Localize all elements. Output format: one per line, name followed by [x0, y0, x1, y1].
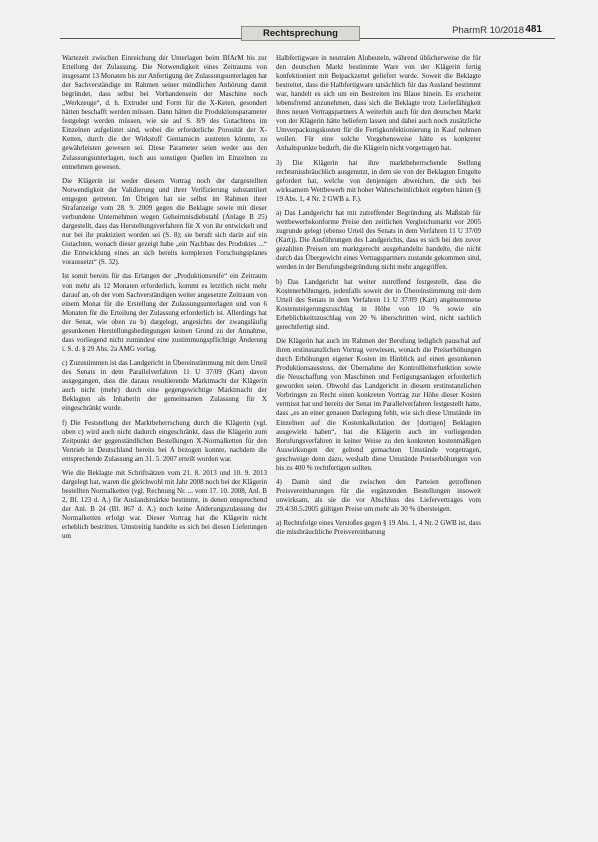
paragraph: a) Rechtsfolge eines Verstoßes gegen § 19 Abs. 1, 4 Nr. 2 GWB ist, dass die missbräuchliche Preisvereinbarung	[276, 519, 481, 537]
page-number: 481	[525, 24, 542, 35]
section-label: Rechtsprechung	[241, 26, 360, 41]
paragraph: Halbfertigware in neutralen Alubeuteln, während üblicherweise die für den deutschen Markt bestimmte Ware von der Klägerin fertig konfektioniert mit Beipackzettel geliefert wurde. Soweit die Beklagte bestreitet, dass die Halbfertigware tatsächlich für das Ausland bestimmt war, handelt es sich um ein Bestreiten ins Blaue hinein. Es erscheint lebensfremd anzunehmen, dass sich die Beklagte trotz Lieferfähigkeit ihres neuen Vertragspartners A weiterhin auch für den deutschen Markt von der Klägerin hätte beliefern lassen und dabei auch noch zusätzliche Umverpackungskosten für die Fertigkonfektionierung in Kauf nehmen wollen. Für eine solche Vorgehensweise hätte es konkreter Anhaltspunkte bedurft, die die Klägerin nicht vorgetragen hat.	[276, 54, 481, 153]
paragraph: b) Das Landgericht hat weiter zutreffend festgestellt, dass die Kostenerhöhungen, jedenfalls soweit der in Übereinstimmung mit dem Urteil des Senats in dem Verfahren 11 U 37/09 (Kart) angenommene Kostensteigerungszuschlag in Höhe von 10 % sowie ein Erheblichkeitszuschlag von 20 % überschritten wird, nicht sachlich gerechtfertigt sind.	[276, 277, 481, 331]
paragraph: 3) Die Klägerin hat ihre marktbeherrschende Stellung rechtsmissbräuchlich ausgenutzt, in dem sie von der Beklagten Entgelte gefordert hat, welche von denjenigen abweichen, die sich bei wirksamem Wettbewerb mit hoher Wahrscheinlichkeit ergeben hätten (§ 19 Abs. 1, 4 Nr. 2 GWB a. F.).	[276, 158, 481, 203]
paragraph: Wartezeit zwischen Einreichung der Unterlagen beim BfArM bis zur Erteilung der Zulassung. Die Notwendigkeit eines Zeitraums von insgesamt 13 Monaten bis zur Anfertigung der Zulassungsunterlagen hat der Sachverständige im Rahmen seiner mündlichen Anhörung damit begründet, dass selbst bei Vorhandensein der Maschine noch „Werkzeuge“, d. h. Extruder und Form für die X-Keten, gesondert hätten beschafft werden müssen. Dann hätten die Produktionsparameter festgelegt werden müssen, wie sie auf S. 8/9 des Gutachtens im Einzelnen aufgelistet sind, wobei die erforderliche Porosität der X-Ketten, durch die der Wirkstoff Gentamicin austreten könnte, zu gewährleisten gewesen sei. Diese Parameter seien weder aus den Zulassungsunterlagen, noch aus sonstigen Quellen im Einzelnen zu entnehmen gewesen.	[62, 54, 267, 171]
paragraph: c) Zuzustimmen ist das Landgericht in Übereinstimmung mit dem Urteil des Senats in dem Parallelverfahren 11 U 37/09 (Kart) davon ausgegangen, dass die daraus resultierende Marktmacht der Klägerin auch nicht (mehr) durch eine gegengewichtige Marktmacht der Beklagten als Inhaberin der gemeinsamen Zulassung für X eingeschränkt wurde.	[62, 359, 267, 413]
paragraph: Ist somit bereits für das Erlangen der „Produktionsreife“ ein Zeitraum von mehr als 12 Monaten erforderlich, kommt es letztlich nicht mehr darauf an, ob der vom Sachverständigen weiter angesetzte Zeitraum von einem Monat für die Erstellung der Zulassungsunterlagen und von 6 Monaten für die Erteilung der Zulassung erforderlich ist. Allerdings hat der Senat, wie oben zu b) dargelegt, angesichts der zwangsläufig gesunkenen Herstellungsbedingungen keinen Grund zu der Annahme, dass vorliegend nicht zumindest eine zustimmungspflichtige Änderung i. S. d. § 29 Abs. 2a AMG vorlag.	[62, 272, 267, 353]
left-column	[62, 54, 267, 547]
paragraph: Die Klägerin hat auch im Rahmen der Berufung lediglich pauschal auf ihren erstinstanzlichen Vortrag verwiesen, wonach die Preiserhöhungen durch Erhöhungen eigener Kosten im Hinblick auf einen gesunkenen Produktionsausstoss, der Übernahme der Kontrollleiterfunktion sowie die Neuschaffung von Maschinen und Fertigungsanlagen erforderlich geworden seien. Obwohl das Landgericht in diesem erstinstanzlichen Vorbringen zu Recht einen konkreten Vortrag zur Höhe dieser Kosten vermisst hat und bereits der Senat im Parallelverfahren festgestellt hatte, dass „es an einer genauen Darlegung fehlt, wie sich diese Umstände im Einzelnen auf die Kostenkalkulation der [dortigen] Beklagten ausgewirkt haben“, hat die Klägerin auch im vorliegenden Berufungsverfahren in keiner Weise zu den konkreten kostenmäßigen Auswirkungen der geltend gemachten Umstände vorgetragen, geschweige denn dazu, weshalb diese Umstände Preiserhöhungen von bis zu 400 % rechtfertigen sollten.	[276, 337, 481, 472]
paragraph: a) Das Landgericht hat mit zutreffender Begründung als Maßstab für wettbewerbskonforme Preise den zeitlichen Vergleichsmarkt vor 2005 zugrunde gelegt (ebenso Urteil des Senats in dem Verfahren 11 U 37/09 (Kart)). Die Ausführungen des Landgerichts, dass es sich bei den zuvor gezahlten Preisen um marktgerecht ausgehandelte handelte, die nicht durch das Übergewicht eines Vertragspartners zustande gekommen sind, werden in der Berufungsbegründung nicht mehr angegriffen.	[276, 209, 481, 272]
paragraph: f) Die Feststellung der Marktbeherrschung durch die Klägerin (vgl. oben c) wird auch nicht dadurch eingeschränkt, dass die Klägerin zum Zeitpunkt der gegenständlichen Bestellungen X-Normalketten für den Vertrieb in Deutschland bereits bei A bezogen konnte, nachdem die entsprechende Zulassung am 31. 5. 2007 erteilt worden war.	[62, 418, 267, 463]
paragraph: Die Klägerin ist weder diesem Vortrag noch der dargestellten Notwendigkeit der Validierung und ihrer Verifizierung substantiiert entgegen getreten. Im Übrigen hat sie selbst im Rahmen ihrer Strafanzeige vom 28. 9. 2009 gegen die Beklagte sowie mit dieser verbundene Unternehmen wegen Geheimnisdiebstahl (Anlage B 25) dargestellt, dass das Herstellungsverfahren für X von ihr entwickelt und nur bei ihr praktiziert worden sei (S. 8); sie beruft sich darin auf ein Gutachten, wonach dieser gezeigt habe „ein Nachbau des Produktes ...“ die Entwicklung eines an sich bereits komplexen Forschungsplanes voraussetzt“ (S. 32).	[62, 176, 267, 267]
journal-reference: PharmR 10/2018	[452, 25, 524, 36]
paragraph: 4) Damit sind die zwischen den Parteien getroffenen Preisvereinbarungen für die ergänzenden Bestellungen insoweit unwirksam, als sie die vor Abschluss des Liefervertrages vom 29.4/30.5.2005 gültigen Preise um mehr als 30 % übersteigen.	[276, 478, 481, 514]
paragraph: Wie die Beklagte mit Schriftsätzen vom 21. 8. 2013 und 10. 9. 2013 dargelegt hat, waren die gleichwohl mit Jahr 2008 noch bei der Klägerin bestellten Normalketten (vgl. Rechnung Nr. ... vom 17. 10. 2008, Anl. B 2, Bl. 123 d. A.) für Auslandsmärkte bestimmt, in denen entsprechend der Anl. B 24 (Bl. 867 d. A.) noch keine Änderungszulassung der Normalketten erfolgt war. Dieser Vortrag hat die Klägerin nicht erheblich bestritten. Umstreitig handelte es sich bei diesen Lieferungen um	[62, 468, 267, 541]
right-column	[276, 54, 481, 543]
